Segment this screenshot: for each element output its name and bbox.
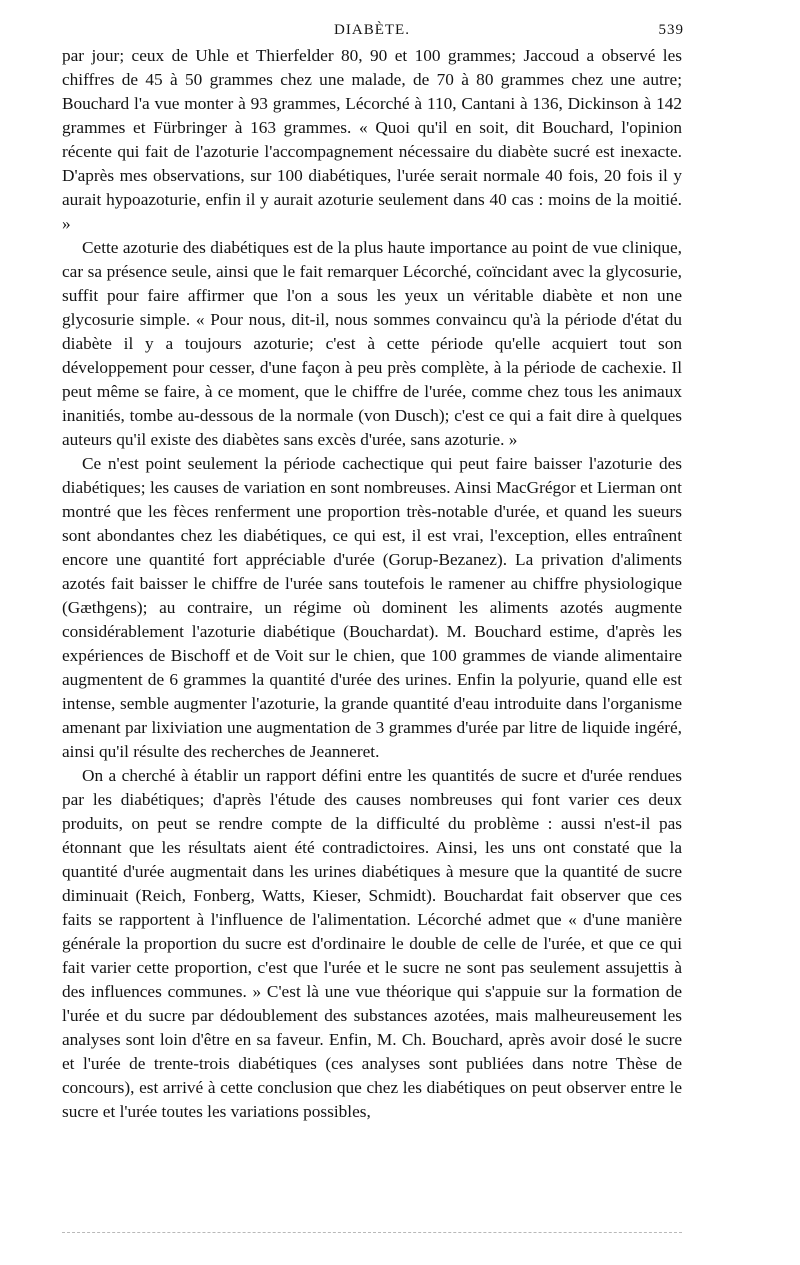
page-number: 539 (658, 22, 684, 38)
running-header (62, 18, 682, 44)
body-text (62, 44, 682, 1124)
document-page (62, 18, 682, 1124)
running-title: DIABÈTE. (334, 22, 410, 38)
bottom-rule (62, 1232, 682, 1233)
paragraph: par jour; ceux de Uhle et Thierfelder 80, 90 et 100 grammes; Jaccoud a observé les chiffres de 45 à 50 grammes chez une malade, de 70 à 80 grammes chez une autre; Bouchard l'a vue monter à 93 grammes, Lécorché à 110, Cantani à 136, Dickinson à 142 grammes et Fürbringer à 163 grammes. « Quoi qu'il en soit, dit Bouchard, l'opinion récente qui fait de l'azoturie l'accompagnement nécessaire du diabète sucré est inexacte. D'après mes observations, sur 100 diabétiques, l'urée serait normale 40 fois, 20 fois il y aurait hypoazoturie, enfin il y aurait azoturie seulement dans 40 cas : moins de la moitié. » (62, 46, 682, 233)
paragraph: On a cherché à établir un rapport défini entre les quantités de sucre et d'urée rendues par les diabétiques; d'après l'étude des causes nombreuses qui font varier ces deux produits, on peut se rendre compte de la difficulté du problème : aussi n'est-il pas étonnant que les résultats aient été contradictoires. Ainsi, les uns ont constaté que la quantité d'urée augmentait dans les urines diabétiques à mesure que la quantité de sucre diminuait (Reich, Fonberg, Watts, Kieser, Schmidt). Bouchardat fait observer que ces faits se rapportent à l'influence de l'alimentation. Lécorché admet que « d'une manière générale la proportion du sucre est d'ordinaire le double de celle de l'urée, et que ce qui fait varier cette proportion, c'est que l'urée et le sucre ne sont pas seulement assujettis à des influences communes. » C'est là une vue théorique qui s'appuie sur la formation de l'urée et du sucre par dédoublement des substances azotées, mais malheureusement les analyses sont loin d'être en sa faveur. Enfin, M. Ch. Bouchard, après avoir dosé le sucre et l'urée de trente-trois diabétiques (ces analyses sont publiées dans notre Thèse de concours), est arrivé à cette conclusion que chez les diabétiques on peut observer entre le sucre et l'urée toutes les variations possibles, (62, 766, 682, 1121)
paragraph: Ce n'est point seulement la période cachectique qui peut faire baisser l'azoturie des diabétiques; les causes de variation en sont nombreuses. Ainsi MacGrégor et Lierman ont montré que les fèces renferment une proportion très-notable d'urée, et quand les sueurs sont abondantes chez les diabétiques, ce qui est, il est vrai, l'exception, elles entraînent encore une quantité fort appréciable d'urée (Gorup-Bezanez). La privation d'aliments azotés fait baisser le chiffre de l'urée sans toutefois le ramener au chiffre physiologique (Gæthgens); au contraire, un régime où dominent les aliments azotés augmente considérablement l'azoturie diabétique (Bouchardat). M. Bouchard estime, d'après les expériences de Bischoff et de Voit sur le chien, que 100 grammes de viande alimentaire augmentent de 6 grammes la quantité d'urée des urines. Enfin la polyurie, quand elle est intense, semble augmenter l'azoturie, la grande quantité d'eau introduite dans l'organisme amenant par lixiviation une augmentation de 3 grammes d'urée par litre de liquide ingéré, ainsi qu'il résulte des recherches de Jeanneret. (62, 454, 682, 761)
paragraph: Cette azoturie des diabétiques est de la plus haute importance au point de vue clinique, car sa présence seule, ainsi que le fait remarquer Lécorché, coïncidant avec la glycosurie, suffit pour faire affirmer que l'on a sous les yeux un véritable diabète et non une glycosurie simple. « Pour nous, dit-il, nous sommes convaincu qu'à la période d'état du diabète il y a toujours azoturie; c'est à cette période qu'elle acquiert tout son développement pour cesser, d'une façon à peu près complète, à la période de cachexie. Il peut même se faire, à ce moment, que le chiffre de l'urée, comme chez tous les animaux inanitiés, tombe au-dessous de la normale (von Dusch); c'est ce qui a fait dire à quelques auteurs qu'il existe des diabètes sans excès d'urée, sans azoturie. » (62, 238, 682, 449)
